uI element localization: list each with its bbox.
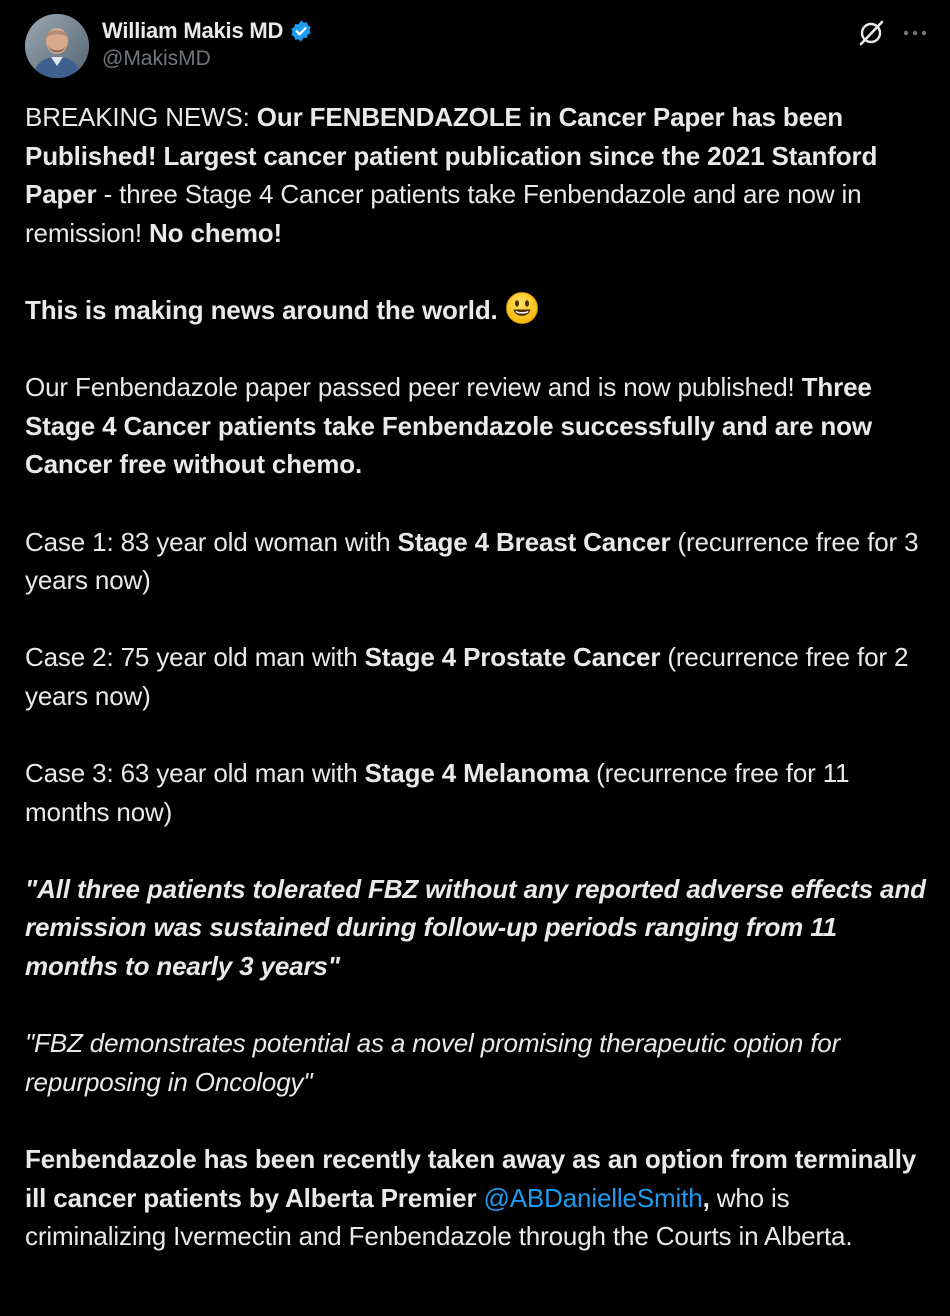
text-bold: Fenbendazole has been recently taken away as an option from terminally ill cancer patients by Alberta Premier <box>25 1144 917 1213</box>
paragraph-quote-2: "FBZ demonstrates potential as a novel promising therapeutic option for repurposing in Oncology" <box>25 1028 841 1097</box>
tweet-text <box>25 98 930 1256</box>
spacer <box>25 252 930 291</box>
display-name-row <box>102 16 313 46</box>
spacer <box>25 600 930 639</box>
spacer <box>25 831 930 870</box>
text-bold: Our FENBENDAZOLE in Cancer Paper has been Published! Largest cancer patient publication since the 2021 Stanford Paper <box>25 102 878 210</box>
text-bold: No chemo! <box>149 217 283 248</box>
mention-link[interactable]: @ABDanielleSmith <box>483 1182 703 1213</box>
spacer <box>25 1101 930 1140</box>
text-span: Case 3: 63 year old man with <box>25 758 365 789</box>
verified-badge-icon[interactable] <box>289 19 313 43</box>
text-span: Our Fenbendazole paper passed peer review and is now published! <box>25 372 802 403</box>
text-span: - three Stage 4 Cancer patients take Fenbendazole and are now in remission! <box>25 179 862 248</box>
text-span: (recurrence free for 3 years now) <box>25 526 919 596</box>
author-handle[interactable]: @MakisMD <box>102 47 211 70</box>
avatar-photo-icon <box>25 14 89 78</box>
text-span: (recurrence free for 11 months now) <box>25 758 850 827</box>
text-span: who is criminalizing Ivermectin and Fenbendazole through the Courts in Alberta. <box>25 1182 853 1252</box>
text-span: BREAKING NEWS: <box>25 102 257 132</box>
paragraph-breaking-news <box>25 98 930 252</box>
more-options-icon[interactable] <box>900 18 930 48</box>
text-bold: Three Stage 4 Cancer patients take Fenbendazole successfully and are now Cancer free without chemo. <box>25 372 872 480</box>
smiling-face-emoji-icon <box>505 291 539 325</box>
paragraph-case-1 <box>25 523 930 600</box>
paragraph-making-news <box>25 291 930 330</box>
paragraph-peer-review <box>25 368 930 484</box>
spacer <box>25 986 930 1025</box>
display-name[interactable]: William Makis MD <box>102 18 284 43</box>
tweet-header <box>25 14 930 78</box>
grok-icon[interactable] <box>856 18 886 48</box>
top-actions <box>856 18 930 48</box>
avatar[interactable] <box>25 14 89 78</box>
spacer <box>25 330 930 369</box>
spacer <box>25 716 930 755</box>
paragraph-case-3 <box>25 754 930 831</box>
paragraph-quote-1 <box>25 870 930 986</box>
author-names <box>102 16 313 71</box>
text-span: Case 1: 83 year old woman with <box>25 526 398 557</box>
text-span: Case 2: 75 year old man with <box>25 642 365 673</box>
text-bold: Stage 4 Breast Cancer <box>397 526 671 557</box>
text-bold-italic: "All three patients tolerated FBZ without any reported adverse effects and remission was sustained during follow-up periods ranging from 11 months to nearly 3 years" <box>25 873 926 982</box>
spacer <box>25 484 930 523</box>
paragraph-case-2 <box>25 638 930 715</box>
text-bold: , <box>702 1182 710 1213</box>
text-span: (recurrence free for 2 years now) <box>25 642 909 711</box>
paragraph-alberta <box>25 1140 930 1256</box>
text-bold: This is making news around the world. <box>25 294 505 325</box>
text-bold: Stage 4 Prostate Cancer <box>364 642 661 673</box>
text-bold: Stage 4 Melanoma <box>364 758 590 789</box>
